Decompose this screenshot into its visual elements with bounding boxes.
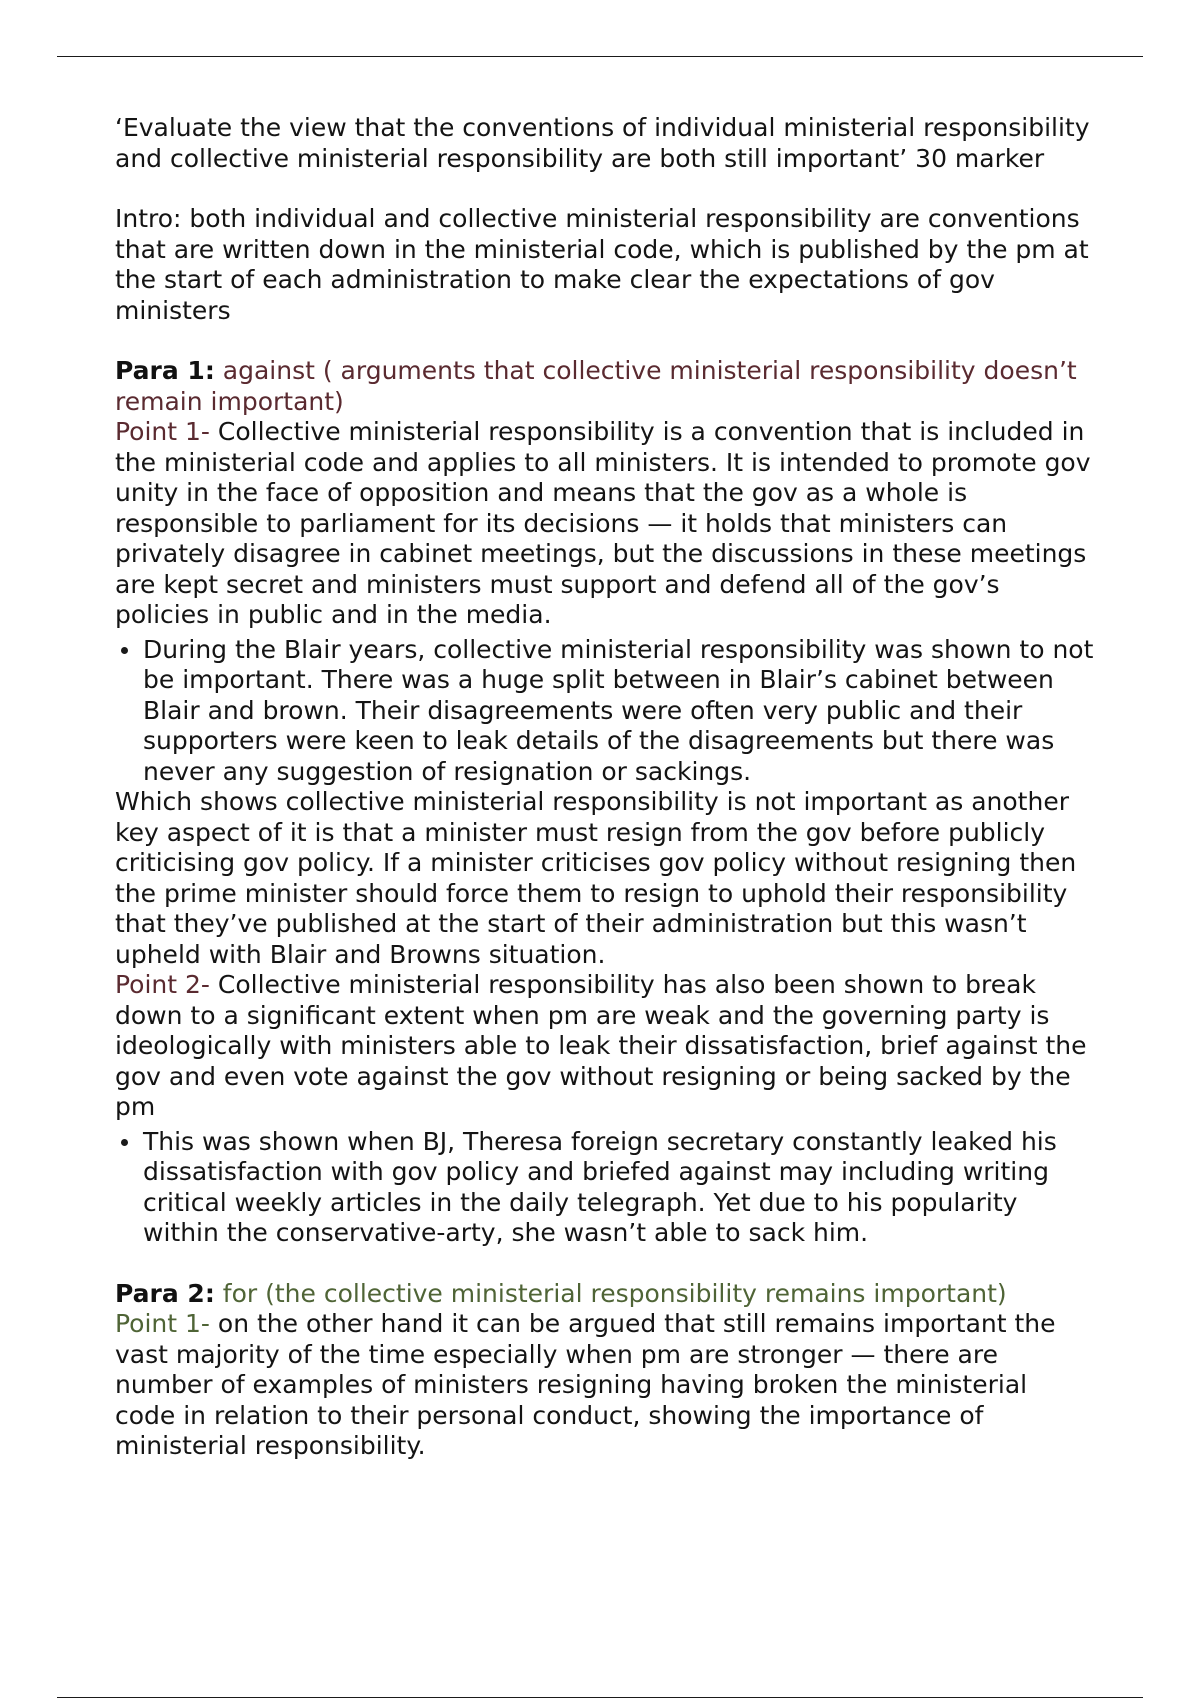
essay-question: ‘Evaluate the view that the conventions of individual ministerial responsibility and collective ministerial responsibility are both still important’ 30 marker (115, 113, 1090, 173)
para-1-section (115, 356, 1095, 1249)
para-2-heading (115, 1279, 1095, 1310)
para-2-label: Para 2: (115, 1278, 215, 1308)
para-1-point-2-bullets (115, 1127, 1095, 1249)
intro-paragraph: Intro: both individual and collective ministerial responsibility are conventions that are written down in the ministerial code, which is published by the pm at the start of each administration to make clear the expectations of gov ministers (115, 204, 1089, 325)
para-1-point-2-label: Point 2- (115, 970, 210, 999)
para-2-point-1-text: on the other hand it can be argued that still remains important the vast majority of the time especially when pm are stronger — there are number of examples of ministers resigning having broken the ministerial code in relation to their personal conduct, showing the importance of ministerial responsibility. (115, 1309, 1056, 1460)
para-1-heading (115, 356, 1095, 417)
para-1-label: Para 1: (115, 356, 215, 385)
para-1-point-1-label: Point 1- (115, 417, 210, 446)
spacer (115, 326, 1095, 356)
para-1-point-1-follow: Which shows collective ministerial responsibility is not important as another key aspect of it is that a minister must resign from the gov before publicly criticising gov policy. If a minister criticises gov policy without resigning then the prime minister should force them to resign to uphold their responsibility that they’ve published at the start of their administration but this wasn’t upheld with Blair and Browns situation. (115, 787, 1077, 969)
para-1-point-2 (115, 970, 1095, 1123)
para-1-point-1-bullets (115, 635, 1095, 788)
document-body (115, 113, 1095, 1462)
para-2-section (115, 1279, 1095, 1462)
list-item: During the Blair years, collective ministerial responsibility was shown to not be important. There was a huge split between in Blair’s cabinet between Blair and brown. Their disagreements were often very public and their supporters were keen to leak details of the disagreements but there was never any suggestion of resignation or sackings. (143, 634, 1094, 786)
bottom-rule (57, 1697, 1143, 1698)
top-rule (57, 56, 1143, 57)
para-1-point-1-text: Collective ministerial responsibility is a convention that is included in the ministerial code and applies to all ministers. It is intended to promote gov unity in the face of opposition and means that the gov as a whole is responsible to parliament for its decisions — it holds that ministers can privately disagree in cabinet meetings, but the discussions in these meetings are kept secret and ministers must support and defend all of the gov’s policies in public and in the media. (115, 417, 1091, 629)
spacer (115, 174, 1095, 204)
para-2-point-1-label: Point 1- (115, 1309, 210, 1338)
list-item: This was shown when BJ, Theresa foreign secretary constantly leaked his dissatisfaction with gov policy and briefed against may including writing critical weekly articles in the daily telegraph. Yet due to his popularity within the conservative-arty, she wasn’t able to sack him. (143, 1127, 1095, 1249)
spacer (115, 1249, 1095, 1279)
para-2-stance: for (the collective ministerial responsibility remains important) (222, 1278, 1007, 1308)
para-1-point-1 (115, 417, 1095, 631)
para-1-point-2-text: Collective ministerial responsibility has also been shown to break down to a significant extent when pm are weak and the governing party is ideologically with ministers able to leak their dissatisfaction, brief against the gov and even vote against the gov without resigning or being sacked by the pm (115, 970, 1087, 1121)
para-1-stance: against ( arguments that collective ministerial responsibility doesn’t remain important) (115, 356, 1077, 416)
para-2-point-1 (115, 1309, 1095, 1462)
